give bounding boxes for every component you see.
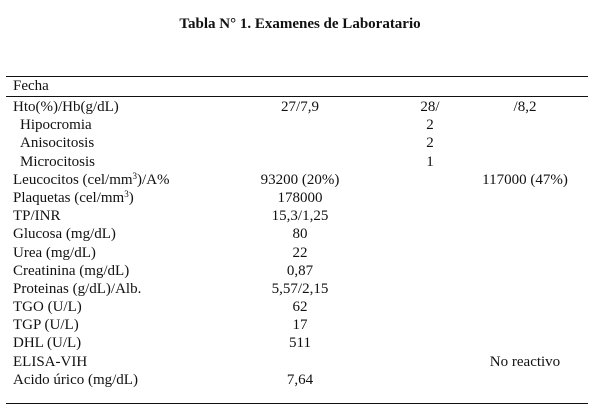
row-label: Anisocitosis	[20, 135, 95, 152]
cell-col1: 27/7,9	[281, 99, 319, 115]
table-row-tp-inr	[0, 207, 600, 225]
header-fecha: Fecha	[13, 78, 49, 94]
table-header-rule	[6, 96, 588, 97]
table-row-glucosa	[0, 225, 600, 243]
lab-results-table	[0, 98, 600, 389]
row-label	[13, 189, 134, 207]
table-row-hipocromia	[0, 116, 600, 134]
table-row-elisa-vih	[0, 353, 600, 371]
row-label: Hipocromia	[20, 117, 92, 134]
table-row-tgp	[0, 316, 600, 334]
cell-col3: /8,2	[513, 99, 537, 115]
cell-col1: 15,3/1,25	[271, 208, 329, 225]
row-label: Acido úrico (mg/dL)	[13, 371, 138, 388]
cell-col1: 511	[289, 335, 311, 352]
table-row-proteinas	[0, 280, 600, 298]
table-row-urea	[0, 244, 600, 262]
cell-col3: No reactivo	[489, 353, 561, 370]
label-text: )/A%	[137, 171, 170, 188]
cell-col1: 178000	[277, 189, 323, 206]
row-label: ELISA-VIH	[13, 353, 88, 370]
cell-col1: 0,87	[286, 262, 314, 279]
cell-col1: 62	[292, 299, 308, 316]
label-text: )	[128, 189, 134, 206]
cell-col2: 28/	[420, 99, 440, 115]
table-row-microcitosis	[0, 153, 600, 171]
table-row-anisocitosis	[0, 134, 600, 152]
cell-col1: 5,57/2,15	[271, 280, 329, 297]
row-label	[13, 171, 170, 189]
label-text: Plaquetas (cel/mm	[13, 189, 125, 206]
row-label: DHL (U/L)	[13, 335, 82, 352]
cell-col2: 2	[426, 135, 434, 152]
table-row-creatinina	[0, 262, 600, 280]
row-label: Hto(%)/Hb(g/dL)	[13, 99, 119, 115]
cell-col1: 7,64	[286, 371, 314, 388]
table-row-acido-urico	[0, 371, 600, 389]
table-title: Tabla N° 1. Examenes de Laboratario	[179, 16, 421, 32]
cell-col1: 17	[292, 317, 308, 334]
cell-col1: 80	[292, 226, 308, 243]
table-row-tgo	[0, 298, 600, 316]
cell-col3: 117000 (47%)	[482, 171, 568, 188]
table-row-leucocitos	[0, 171, 600, 189]
label-superscript: 3	[132, 170, 138, 181]
row-label: TGP (U/L)	[13, 317, 79, 334]
row-label: Proteinas (g/dL)/Alb.	[13, 280, 142, 297]
cell-col2: 1	[426, 153, 434, 170]
cell-col1: 93200 (20%)	[260, 171, 340, 188]
cell-col1: 22	[292, 244, 308, 261]
row-label: TP/INR	[13, 208, 61, 225]
row-label: TGO (U/L)	[13, 299, 82, 316]
table-bottom-rule	[6, 403, 588, 404]
row-label: Creatinina (mg/dL)	[13, 262, 130, 279]
label-superscript: 3	[124, 188, 129, 199]
row-label: Microcitosis	[20, 153, 95, 170]
label-text: Leucocitos (cel/mm	[13, 171, 133, 188]
table-top-rule	[6, 76, 588, 77]
row-label: Urea (mg/dL)	[13, 244, 96, 261]
table-row-hto-hb	[0, 98, 600, 116]
table-row-dhl	[0, 334, 600, 352]
table-row-plaquetas	[0, 189, 600, 207]
cell-col2: 2	[426, 117, 434, 134]
row-label: Glucosa (mg/dL)	[13, 226, 116, 243]
